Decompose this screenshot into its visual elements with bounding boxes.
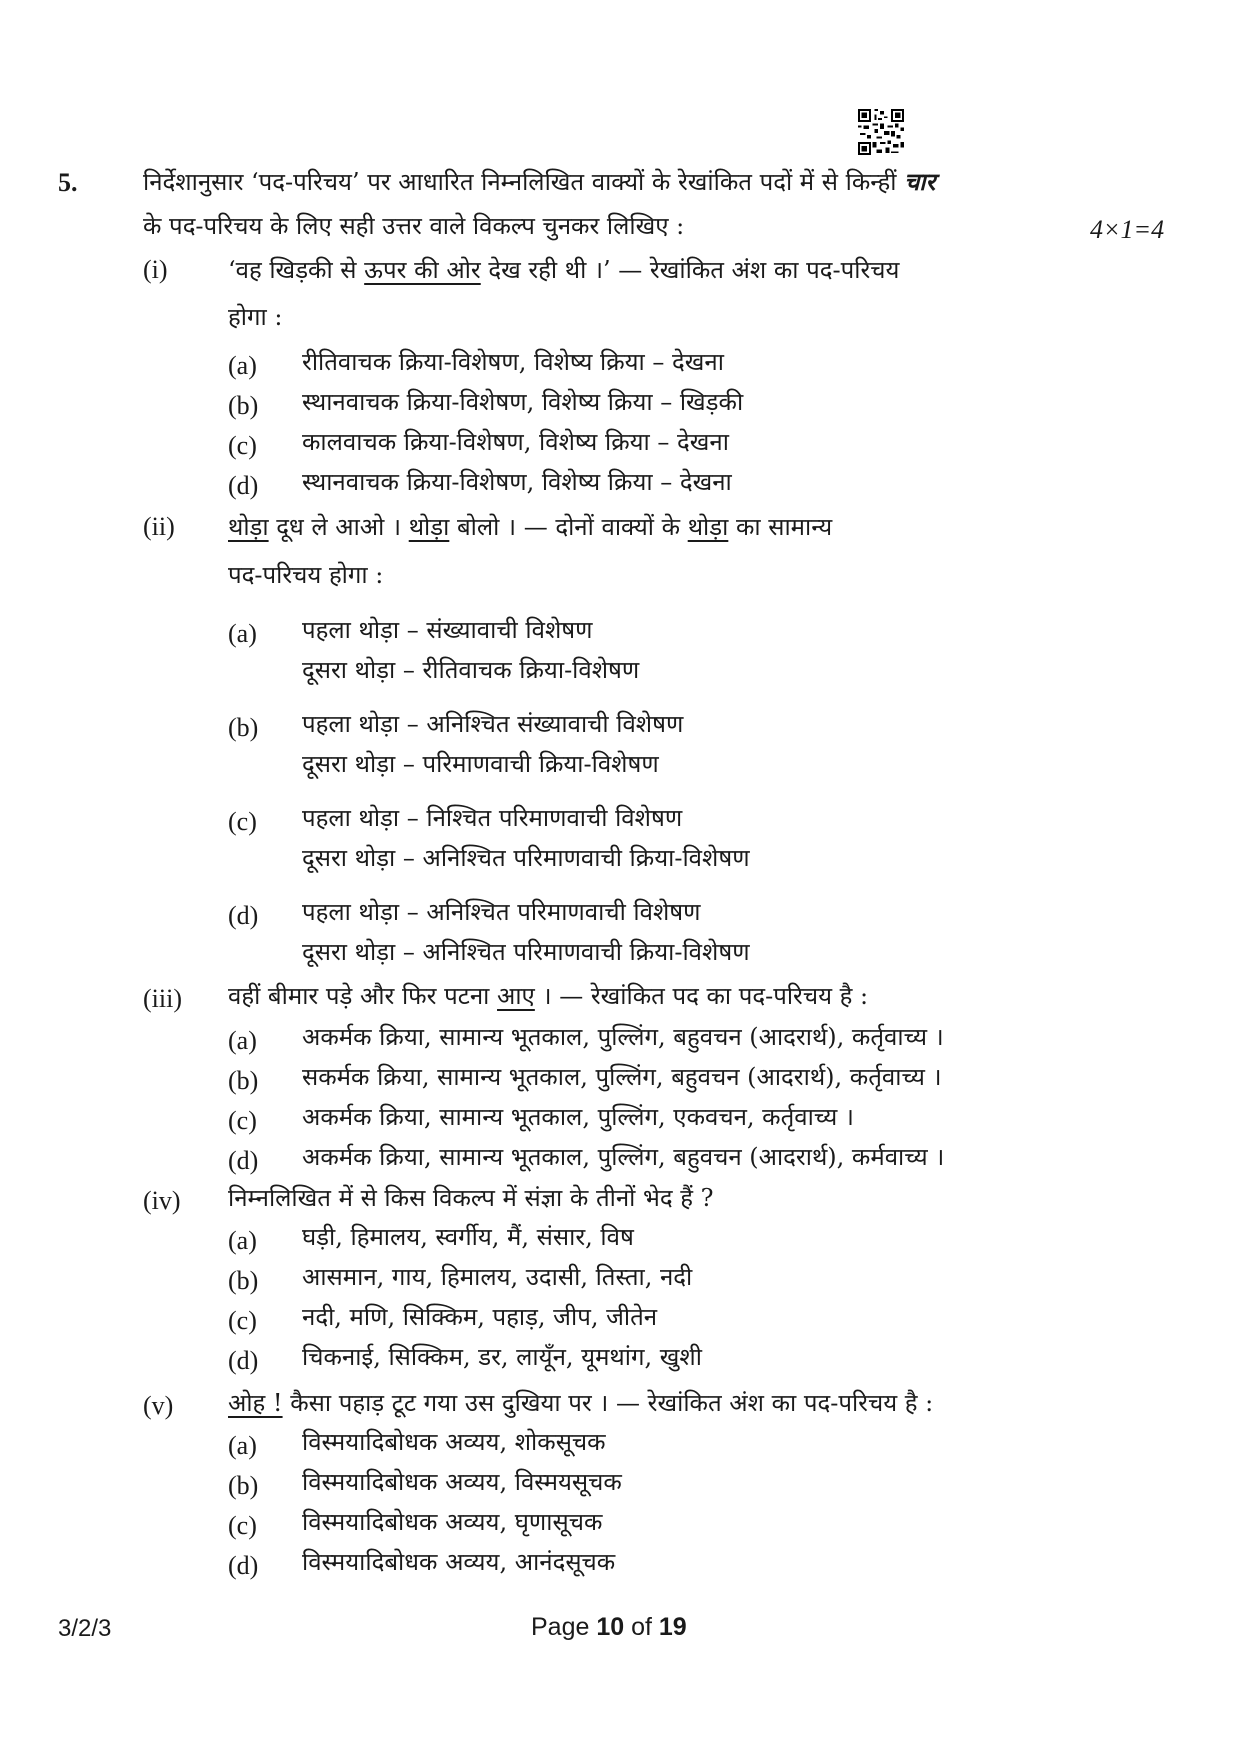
instruction-bold-word: चार bbox=[904, 167, 936, 196]
option-label: (c) bbox=[228, 1511, 257, 1540]
option-text: अकर्मक क्रिया, सामान्य भूतकाल, पुल्लिंग, बहुवचन (आदरार्थ), कर्मवाच्य । bbox=[302, 1143, 945, 1171]
part-v-stem: ओह ! कैसा पहाड़ टूट गया उस दुखिया पर । — रेखांकित अंश का पद-परिचय है : bbox=[228, 1389, 934, 1417]
part-iii-stem: वहीं बीमार पड़े और फिर पटना आए । — रेखांकित पद का पद-परिचय है : bbox=[228, 982, 869, 1010]
option-text: विस्मयादिबोधक अव्यय, विस्मयसूचक bbox=[302, 1468, 622, 1496]
option-label: (b) bbox=[228, 1471, 259, 1500]
option-label: (c) bbox=[228, 1306, 257, 1335]
page-number: Page 10 of 19 bbox=[531, 1613, 687, 1641]
option-label: (b) bbox=[228, 391, 259, 420]
option-text: नदी, मणि, सिक्किम, पहाड़, जीप, जीतेन bbox=[302, 1303, 658, 1331]
option-label: (d) bbox=[228, 471, 259, 500]
option-text: स्थानवाचक क्रिया-विशेषण, विशेष्य क्रिया – खिड़की bbox=[302, 388, 744, 416]
underlined-word: थोड़ा bbox=[687, 513, 729, 541]
part-iv-label: (iv) bbox=[143, 1186, 181, 1215]
option-label: (a) bbox=[228, 1226, 257, 1255]
option-text: विस्मयादिबोधक अव्यय, घृणासूचक bbox=[302, 1508, 603, 1536]
option-text-line2: दूसरा थोड़ा – अनिश्चित परिमाणवाची क्रिया-विशेषण bbox=[302, 938, 750, 966]
part-iii-label: (iii) bbox=[143, 984, 182, 1013]
paper-code: 3/2/3 bbox=[58, 1615, 112, 1642]
part-i-label: (i) bbox=[143, 255, 168, 284]
option-text: सकर्मक क्रिया, सामान्य भूतकाल, पुल्लिंग, बहुवचन (आदरार्थ), कर्तृवाच्य । bbox=[302, 1063, 942, 1091]
option-text: विस्मयादिबोधक अव्यय, शोकसूचक bbox=[302, 1428, 606, 1456]
option-label: (a) bbox=[228, 1431, 257, 1460]
option-label: (d) bbox=[228, 1551, 259, 1580]
option-text: कालवाचक क्रिया-विशेषण, विशेष्य क्रिया – देखना bbox=[302, 428, 729, 456]
part-ii-label: (ii) bbox=[143, 512, 175, 541]
part-ii-stem-line2: पद-परिचय होगा : bbox=[228, 561, 384, 589]
option-text: अकर्मक क्रिया, सामान्य भूतकाल, पुल्लिंग, बहुवचन (आदरार्थ), कर्तृवाच्य । bbox=[302, 1023, 944, 1051]
option-text-line2: दूसरा थोड़ा – परिमाणवाची क्रिया-विशेषण bbox=[302, 750, 659, 778]
option-text: अकर्मक क्रिया, सामान्य भूतकाल, पुल्लिंग, एकवचन, कर्तृवाच्य । bbox=[302, 1103, 854, 1131]
question-number: 5. bbox=[58, 168, 78, 197]
option-text-line1: पहला थोड़ा – अनिश्चित परिमाणवाची विशेषण bbox=[302, 898, 701, 926]
option-text: स्थानवाचक क्रिया-विशेषण, विशेष्य क्रिया – देखना bbox=[302, 468, 732, 496]
option-text-line1: पहला थोड़ा – अनिश्चित संख्यावाची विशेषण bbox=[302, 710, 684, 738]
option-label: (a) bbox=[228, 1026, 257, 1055]
option-label: (a) bbox=[228, 351, 257, 380]
option-label: (b) bbox=[228, 1266, 259, 1295]
option-label: (c) bbox=[228, 1106, 257, 1135]
underlined-word: ओह ! bbox=[228, 1389, 283, 1417]
option-text: आसमान, गाय, हिमालय, उदासी, तिस्ता, नदी bbox=[302, 1263, 693, 1291]
underlined-word: थोड़ा bbox=[408, 513, 450, 541]
marks-allocation: 4×1=4 bbox=[1090, 215, 1165, 244]
question-instruction-line2: के पद-परिचय के लिए सही उत्तर वाले विकल्प चुनकर लिखिए : bbox=[143, 212, 685, 240]
option-label: (c) bbox=[228, 807, 257, 836]
option-label: (b) bbox=[228, 713, 259, 742]
option-label: (c) bbox=[228, 431, 257, 460]
option-text: घड़ी, हिमालय, स्वर्गीय, मैं, संसार, विष bbox=[302, 1223, 634, 1251]
qr-code bbox=[858, 109, 904, 155]
question-instruction-line1: निर्देशानुसार ‘पद-परिचय’ पर आधारित निम्नलिखित वाक्यों के रेखांकित पदों में से किन्हीं चार bbox=[143, 167, 936, 196]
part-i-stem: ‘वह खिड़की से ऊपर की ओर देख रही थी ।’ — रेखांकित अंश का पद-परिचय bbox=[228, 256, 900, 284]
option-text-line1: पहला थोड़ा – संख्यावाची विशेषण bbox=[302, 616, 593, 644]
option-label: (a) bbox=[228, 619, 257, 648]
option-text: विस्मयादिबोधक अव्यय, आनंदसूचक bbox=[302, 1548, 616, 1576]
option-text-line1: पहला थोड़ा – निश्चित परिमाणवाची विशेषण bbox=[302, 804, 683, 832]
option-text-line2: दूसरा थोड़ा – अनिश्चित परिमाणवाची क्रिया-विशेषण bbox=[302, 844, 750, 872]
underlined-word: थोड़ा bbox=[228, 513, 269, 541]
option-label: (d) bbox=[228, 1346, 259, 1375]
option-label: (d) bbox=[228, 901, 259, 930]
option-text-line2: दूसरा थोड़ा – रीतिवाचक क्रिया-विशेषण bbox=[302, 656, 640, 684]
part-ii-stem: थोड़ा दूध ले आओ । थोड़ा बोलो । — दोनों वाक्यों के थोड़ा का सामान्य bbox=[228, 513, 833, 541]
option-text: रीतिवाचक क्रिया-विशेषण, विशेष्य क्रिया – देखना bbox=[302, 348, 724, 376]
underlined-word: आए bbox=[497, 982, 535, 1010]
part-i-stem-line2: होगा : bbox=[228, 303, 283, 331]
option-label: (d) bbox=[228, 1146, 259, 1175]
option-text: चिकनाई, सिक्किम, डर, लायूँन, यूमथांग, खुशी bbox=[302, 1343, 702, 1371]
option-label: (b) bbox=[228, 1066, 259, 1095]
part-iv-stem: निम्नलिखित में से किस विकल्प में संज्ञा के तीनों भेद हैं ? bbox=[228, 1184, 714, 1212]
underlined-phrase: ऊपर की ओर bbox=[364, 256, 481, 284]
part-v-label: (v) bbox=[143, 1391, 174, 1420]
